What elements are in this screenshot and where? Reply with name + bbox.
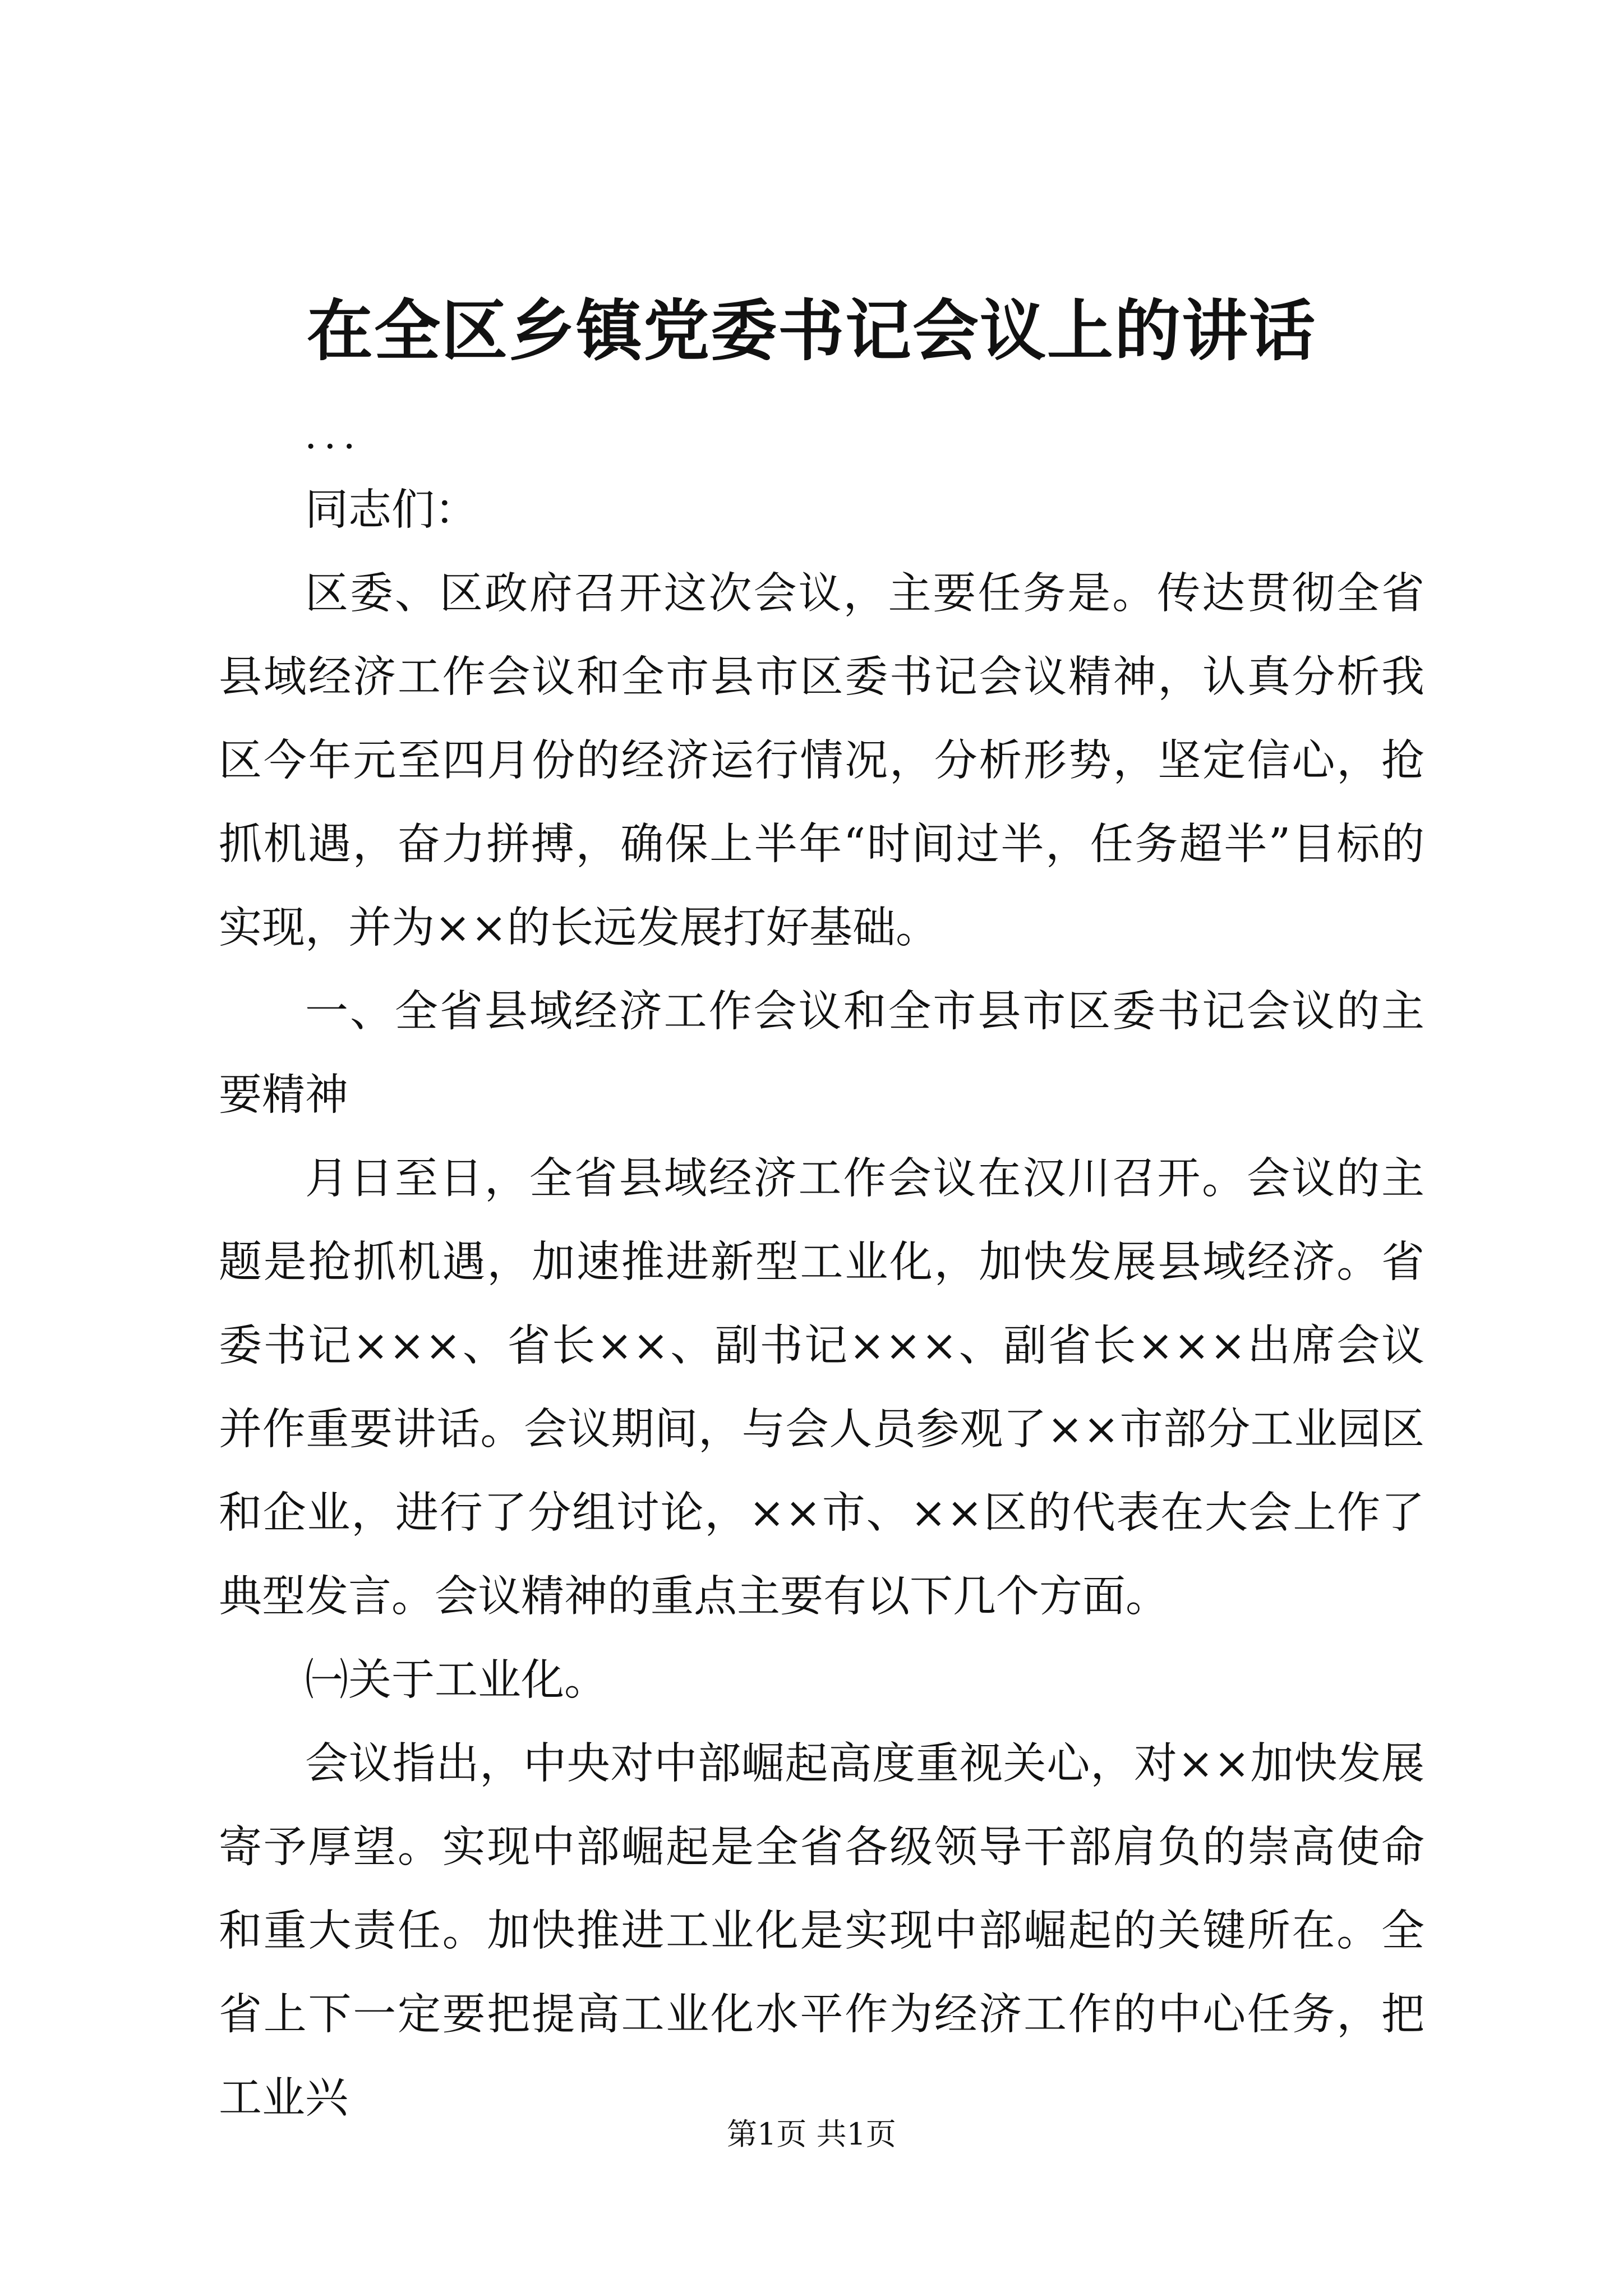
page-footer: 第1页 共1页 xyxy=(727,2116,896,2152)
ellipsis-text: ... xyxy=(305,412,362,458)
section-heading-1: 一、全省县域经济工作会议和全市县市区委书记会议的主要精神 xyxy=(219,987,1424,1120)
salutation: 同志们： xyxy=(305,485,478,535)
document-body xyxy=(219,468,1424,2140)
paragraph-intro: 区委、区政府召开这次会议，主要任务是。传达贯彻全省县域经济工作会议和全市县市区委书记会议精神，认真分析我区今年元至四月份的经济运行情况，分析形势，坚定信心，抢抓机遇，奋力拼搏，确保上半年“时间过半，任务超半”目标的实现，并为××的长远发展打好基础。 xyxy=(219,569,1424,953)
paragraph-industrialization: 会议指出，中央对中部崛起高度重视关心，对××加快发展寄予厚望。实现中部崛起是全省各级领导干部肩负的崇高使命和重大责任。加快推进工业化是实现中部崛起的关键所在。全省上下一定要把提高工业化水平作为经济工作的中心任务，把工业兴 xyxy=(219,1739,1424,2123)
document-title: 在全区乡镇党委书记会议上的讲话 xyxy=(306,292,1316,370)
paragraph-meeting: 月日至日，全省县域经济工作会议在汉川召开。会议的主题是抢抓机遇，加速推进新型工业化，加快发展县域经济。省委书记×××、省长××、副书记×××、副省长×××出席会议并作重要讲话。会议期间，与会人员参观了××市部分工业园区和企业，进行了分组讨论，××市、××区的代表在大会上作了典型发言。会议精神的重点主要有以下几个方面。 xyxy=(219,1154,1424,1622)
subsection-heading-1: ㈠关于工业化。 xyxy=(305,1655,607,1705)
